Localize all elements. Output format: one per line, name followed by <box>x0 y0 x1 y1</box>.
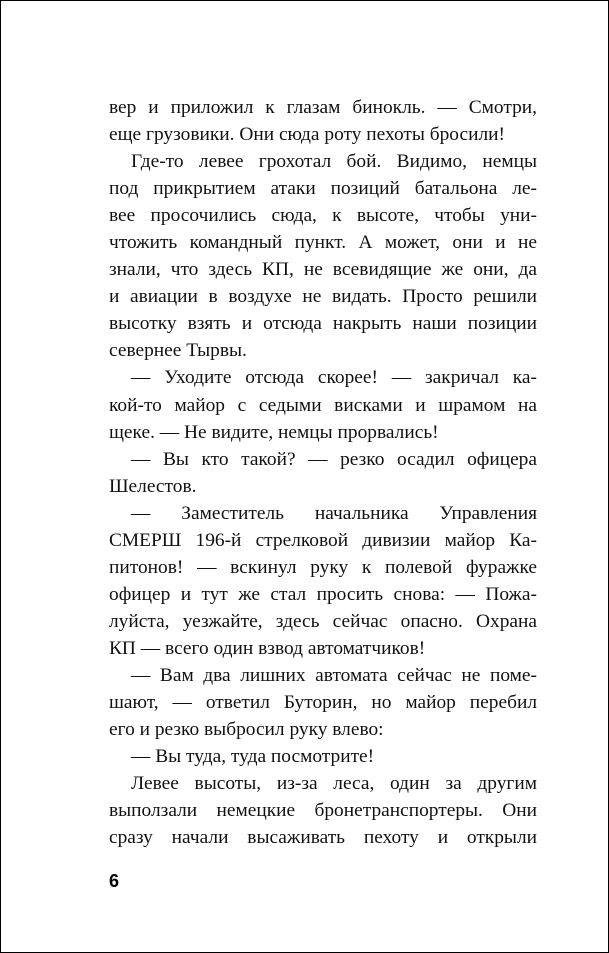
text-line: севернее Тырвы. <box>109 340 247 362</box>
text-line: вее просочились сюда, к высоте, чтобы уни- <box>109 205 537 227</box>
text-line: Где-то левее грохотал бой. Видимо, немцы <box>131 151 537 173</box>
text-line: знали, что здесь КП, не всевидящие же они, да <box>109 259 537 281</box>
text-line: высотку взять и отсюда накрыть наши позиции <box>109 313 537 335</box>
text-line: СМЕРШ 196-й стрелковой дивизии майор Ка- <box>109 529 537 551</box>
text-line: и авиации в воздухе не видать. Просто решили <box>109 286 537 308</box>
text-line: питонов! — вскинул руку к полевой фуражке <box>109 556 537 578</box>
text-line: КП — всего один взвод автоматчиков! <box>109 637 426 659</box>
text-line: — Вы кто такой? — резко осадил офицера <box>131 448 537 470</box>
text-line: чтожить командный пункт. А может, они и не <box>109 232 537 254</box>
text-line: — Заместитель начальника Управления <box>131 502 537 524</box>
text-line: под прикрытием атаки позиций батальона ле- <box>109 178 537 200</box>
text-line: кой-то майор с седыми висками и шрамом на <box>109 394 537 416</box>
body-text <box>109 94 537 851</box>
text-line: сразу начали высаживать пехоту и открыли <box>109 827 537 849</box>
text-line: шают, — ответил Буторин, но майор перебил <box>109 692 537 714</box>
text-line: еще грузовики. Они сюда роту пехоты бросили! <box>109 124 505 146</box>
text-line: его и резко выбросил руку влево: <box>109 719 384 741</box>
page-number: 6 <box>109 871 120 891</box>
text-line: — Вы туда, туда посмотрите! <box>131 746 375 768</box>
text-line: — Вам два лишних автомата сейчас не поме- <box>131 664 537 686</box>
text-line: — Уходите отсюда скорее! — закричал ка- <box>131 367 537 389</box>
text-line: Левее высоты, из-за леса, один за другим <box>131 773 537 795</box>
text-line: выползали немецкие бронетранспортеры. Они <box>109 800 537 822</box>
text-line: луйста, уезжайте, здесь сейчас опасно. Охрана <box>109 610 537 632</box>
text-line: щеке. — Не видите, немцы прорвались! <box>109 421 439 443</box>
text-line: Шелестов. <box>109 475 197 497</box>
text-line: офицер и тут же стал просить снова: — Пожа- <box>109 583 537 605</box>
text-line: вер и приложил к глазам бинокль. — Смотри, <box>109 97 537 118</box>
